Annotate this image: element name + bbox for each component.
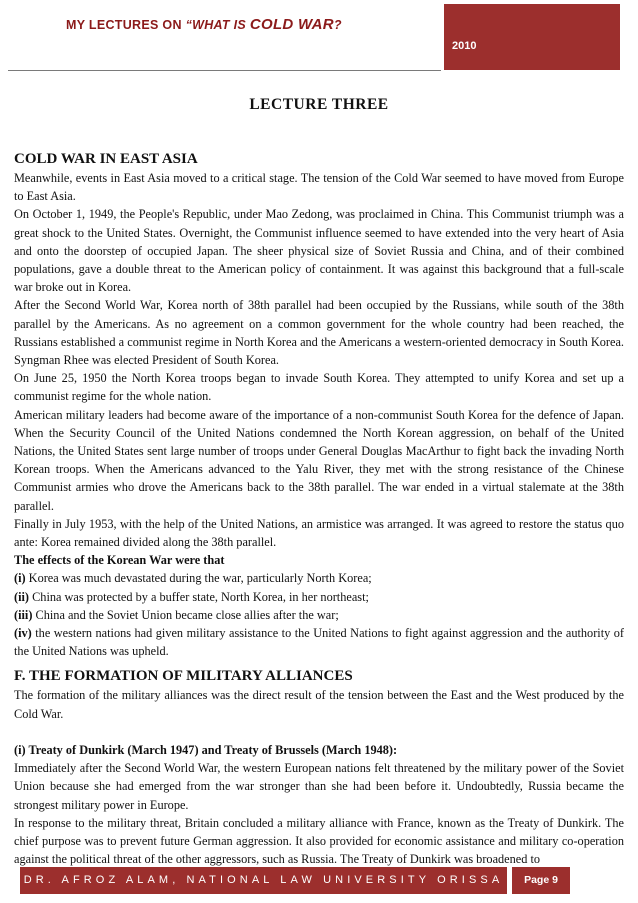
lecture-heading: LECTURE THREE: [249, 96, 389, 113]
footer-author-bar: DR. AFROZ ALAM, NATIONAL LAW UNIVERSITY ORISSA: [20, 867, 507, 894]
effect-item: [14, 606, 624, 624]
effect-item: [14, 624, 624, 660]
effect-marker: (ii): [14, 589, 30, 604]
paragraph: American military leaders had become aware of the importance of a non-communist South Korea for the defence of Japan. When the Security Council of the United Nations condemned the North Korean aggression, on behalf of the United Nations, the United States sent large number of troops under General Douglas MacArthur to fight back the invading North Korean troops. When the Americans advanced to the Yalu River, they met with the strong resistance of the Chinese Communist armies who drove the Americans back to the 38th parallel. The war ended in a virtual stalemate at the 38th parallel.: [14, 407, 624, 513]
header-title-part2: “WHAT IS: [185, 18, 250, 32]
header-title: [66, 16, 342, 33]
section-heading-cold-war-east-asia: COLD WAR IN EAST ASIA: [14, 151, 198, 167]
header-year-box: [444, 4, 620, 70]
effect-text: China was protected by a buffer state, North Korea, in her northeast;: [29, 589, 369, 604]
effect-marker: (i): [14, 571, 26, 586]
effect-text: China and the Soviet Union became close allies after the war;: [32, 607, 339, 622]
effects-heading: The effects of the Korean War were that: [14, 553, 225, 568]
header-title-part4: ?: [333, 18, 342, 32]
effect-text: the western nations had given military assistance to the United Nations to fight against aggression and the authority of the United Nations was upheld.: [14, 626, 624, 659]
paragraph: On June 25, 1950 the North Korea troops began to invade South Korea. They attempted to unify Korea and set up a communist regime for the whole nation.: [14, 371, 624, 404]
effect-marker: (iv): [14, 626, 32, 641]
section-heading-military-alliances: F. THE FORMATION OF MILITARY ALLIANCES: [14, 668, 353, 685]
paragraph: Immediately after the Second World War, the western European nations felt threatened by the military power of the Soviet Union because she had emerged from the war stronger than she had been before it. Undoubtedly, Russia became the strongest military power in Europe.: [14, 761, 624, 812]
document-body: [14, 96, 624, 868]
header-title-part1: MY LECTURES ON: [66, 18, 186, 32]
effect-item: [14, 569, 624, 587]
paragraph: Meanwhile, events in East Asia moved to a critical stage. The tension of the Cold War seemed to have moved from Europe to East Asia.: [14, 171, 624, 204]
effect-item: [14, 588, 624, 606]
paragraph: On October 1, 1949, the People's Republic, under Mao Zedong, was proclaimed in China. This Communist triumph was a great shock to the United States. Overnight, the Communist influence seemed to have extended into the very heart of Asia and onto the doorstep of occupied Japan. The sheer physical size of Soviet Russia and China, and of their combined populations, gave a double threat to the American policy of containment. It was against this background that a full-scale war broke out in Korea.: [14, 207, 624, 295]
effect-marker: (iii): [14, 607, 33, 622]
paragraph: In response to the military threat, Britain concluded a military alliance with France, known as the Treaty of Dunkirk. The chief purpose was to prevent future German aggression. It also provided for economic assistance and military co-operation against the political threat of the other aggressors, such as Russia. The Treaty of Dunkirk was broadened to: [14, 815, 624, 867]
paragraph: Finally in July 1953, with the help of the United Nations, an armistice was arranged. It was agreed to restore the status quo ante: Korea remained divided along the 38th parallel.: [14, 516, 624, 550]
paragraph: After the Second World War, Korea north of 38th parallel had been occupied by the Russians, while south of the 38th parallel by the Americans. As no agreement on a common government for the whole country had been reached, the Russians established a communist regime in North Korea and the Americans a western-oriented democracy in South Korea. Syngman Rhee was elected President of South Korea.: [14, 298, 624, 368]
paragraph: The formation of the military alliances was the direct result of the tension between the East and the West produced by the Cold War.: [14, 688, 624, 721]
header-title-part3: COLD WAR: [249, 16, 334, 33]
sub-heading-dunkirk-brussels: (i) Treaty of Dunkirk (March 1947) and Treaty of Brussels (March 1948):: [14, 742, 398, 757]
effect-text: Korea was much devastated during the war, particularly North Korea;: [25, 571, 372, 586]
header-divider: [8, 70, 441, 71]
page-number: Page 9: [512, 867, 570, 894]
header-year: 2010: [452, 40, 477, 52]
